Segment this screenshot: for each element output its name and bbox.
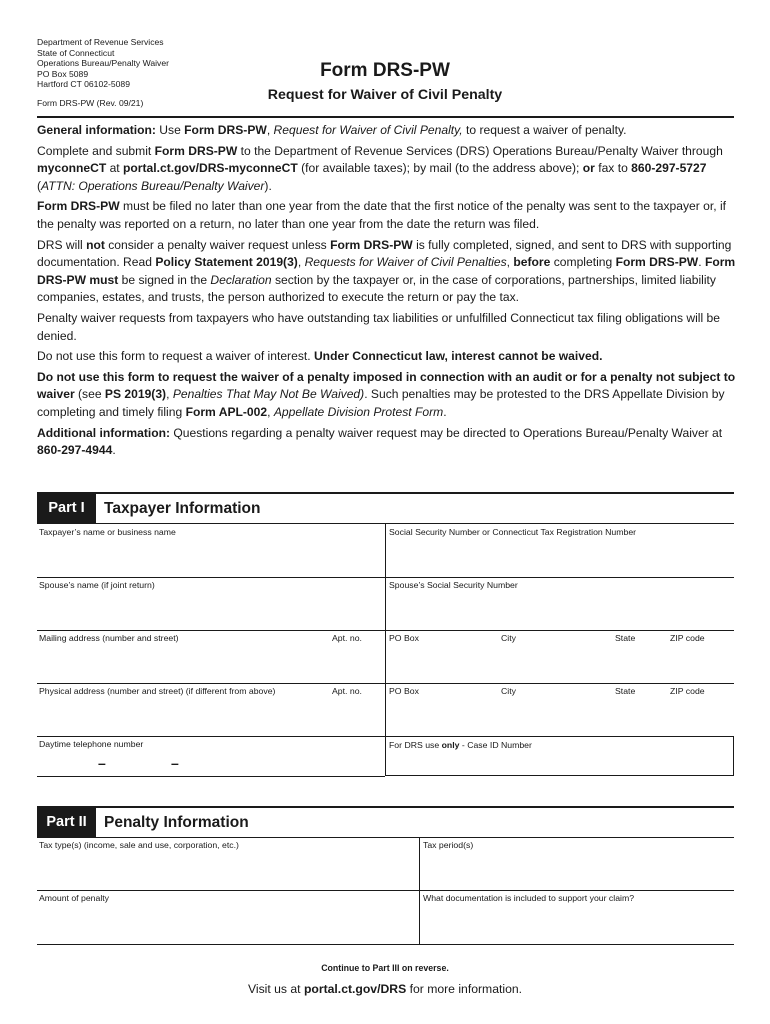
text-run: DRS will — [37, 237, 87, 252]
text-run: . — [698, 255, 705, 270]
instruction-general — [37, 122, 736, 140]
instruction-submit — [37, 143, 736, 196]
physical-pobox-field[interactable]: PO Box — [389, 686, 419, 696]
text-run: Requests for Waiver of Civil Penalties — [304, 255, 507, 270]
text-run: or — [582, 161, 595, 176]
text-run: is fully completed, signed, and sent to DRS with supporting documentation. Read — [37, 237, 732, 270]
instruction-audit — [37, 369, 736, 422]
drs-use-label: For DRS use only - Case ID Number — [389, 740, 532, 750]
phone-separator: – — [98, 755, 106, 771]
instructions — [37, 122, 736, 463]
text-run: (see — [74, 387, 105, 402]
tax-periods-field[interactable]: Tax period(s) — [423, 840, 474, 850]
text-run: Under Connecticut law, interest cannot be waived. — [313, 349, 603, 364]
text-run: 860-297-5727 — [631, 161, 707, 176]
text-run: Form DRS-PW — [37, 199, 120, 214]
text-run: not — [86, 237, 105, 252]
physical-zip-field[interactable]: ZIP code — [670, 686, 705, 696]
text-run: to the Department of Revenue Services (DRS) Operations Bureau/Penalty Waiver through — [237, 143, 723, 158]
part1-header — [37, 492, 734, 524]
address-line: Operations Bureau/Penalty Waiver — [37, 58, 169, 69]
instruction-completeness — [37, 237, 736, 307]
text-run: Do not use this form to request a waiver of interest. — [37, 349, 314, 364]
tax-types-field[interactable]: Tax type(s) (income, sale and use, corporation, etc.) — [39, 840, 239, 850]
text-run: must be filed no later than one year from the date that the first notice of the penalty was sent to the taxpayer or, if the penalty was reported on a return, no later than one year from the date the return was filed. — [37, 199, 727, 231]
physical-apt-field[interactable]: Apt. no. — [332, 686, 362, 696]
row-divider — [37, 890, 734, 891]
text-run: fax to — [594, 161, 632, 176]
spouse-ssn-field[interactable]: Spouse’s Social Security Number — [389, 580, 518, 590]
mailing-zip-field[interactable]: ZIP code — [670, 633, 705, 643]
text-run: Appellate Division Protest Form — [273, 404, 444, 419]
documentation-field[interactable]: What documentation is included to support your claim? — [423, 893, 635, 903]
text-run: ). — [264, 178, 272, 193]
mailing-state-field[interactable]: State — [615, 633, 636, 643]
text-run: Questions regarding a penalty waiver request may be directed to Operations Bureau/Penalty Waiver at — [173, 425, 723, 440]
text-run: ( — [37, 178, 42, 193]
part2-title: Penalty Information — [104, 814, 249, 831]
text-run: Use — [159, 123, 185, 137]
instruction-additional — [37, 425, 736, 460]
text-run: Form DRS-PW — [330, 237, 413, 252]
text-run: Penalty waiver requests from taxpayers who have outstanding tax liabilities or unfulfilled Connecticut tax filing obligations will be denied. — [37, 310, 720, 343]
instruction-outstanding — [37, 310, 736, 345]
text-run: , — [166, 387, 173, 402]
text-run: be signed in the — [118, 272, 211, 287]
part1-tag: Part I — [37, 494, 96, 523]
address-line: Department of Revenue Services — [37, 37, 164, 47]
text-run: Form DRS-PW — [615, 255, 699, 270]
text-run: consider a penalty waiver request unless — [104, 237, 331, 252]
text-run: , — [266, 123, 274, 137]
agency-address — [37, 37, 169, 90]
phone-separator: – — [171, 755, 179, 771]
text-run: completing — [550, 255, 616, 270]
text-run: (for available taxes); by mail (to the address above); — [297, 161, 583, 176]
address-line: State of Connecticut — [37, 47, 115, 58]
text-run: Form DRS-PW must — [37, 255, 736, 287]
text-run: Form DRS-PW — [154, 143, 238, 158]
text-run: , — [506, 255, 514, 270]
text-run: . — [112, 443, 116, 458]
text-run: Additional information: — [37, 425, 174, 440]
penalty-amount-field[interactable]: Amount of penalty — [39, 893, 110, 903]
text-run: Do not use this form to request the waiver of a penalty imposed in connection with an audit or for a penalty not subject to waiver — [37, 369, 736, 402]
address-line: Hartford CT 06102-5089 — [37, 79, 130, 90]
continue-note: Continue to Part III on reverse. — [321, 963, 449, 973]
row-divider — [37, 736, 385, 737]
mailing-address-field[interactable]: Mailing address (number and street) — [39, 633, 179, 643]
physical-city-field[interactable]: City — [501, 686, 516, 696]
text-run: at — [106, 161, 124, 176]
row-divider — [37, 577, 734, 578]
header-rule — [37, 116, 734, 118]
text-run: myconneCT — [37, 161, 107, 176]
text-run: Form APL-002 — [185, 404, 268, 419]
instruction-interest — [37, 348, 736, 366]
row-divider — [37, 944, 734, 945]
visit-note: Visit us at portal.ct.gov/DRS for more information. — [247, 982, 523, 996]
phone-field[interactable]: Daytime telephone number — [39, 739, 144, 749]
text-run: Request for Waiver of Civil Penalty, — [273, 123, 463, 137]
row-divider — [37, 630, 734, 631]
text-run: 860-297-4944 — [37, 443, 113, 458]
portal-link[interactable]: portal.ct.gov/DRS — [303, 982, 407, 996]
form-revision: Form DRS-PW (Rev. 09/21) — [37, 98, 144, 108]
text-run: , — [297, 255, 305, 270]
text-run: portal.ct.gov/DRS-myconneCT — [123, 161, 298, 176]
text-run: ATTN: Operations Bureau/Penalty Waiver — [41, 178, 265, 193]
mailing-apt-field[interactable]: Apt. no. — [332, 633, 362, 643]
part2-tag: Part II — [37, 808, 96, 837]
part2-header — [37, 806, 734, 838]
spouse-name-field[interactable]: Spouse’s name (if joint return) — [39, 580, 155, 590]
form-title: Form DRS-PW — [320, 60, 450, 81]
text-run: to request a waiver of penalty. — [462, 123, 627, 137]
address-line: PO Box 5089 — [37, 68, 89, 79]
mailing-pobox-field[interactable]: PO Box — [389, 633, 419, 643]
text-run: General information: — [37, 123, 160, 137]
form-subtitle: Request for Waiver of Civil Penalty — [267, 87, 503, 103]
text-run: Declaration — [210, 272, 272, 287]
taxpayer-name-field[interactable]: Taxpayer’s name or business name — [39, 527, 176, 537]
instruction-deadline — [37, 198, 736, 233]
text-run: . Such penalties may be protested to the DRS Appellate Division by completing and timely filing — [37, 387, 725, 419]
mailing-city-field[interactable]: City — [501, 633, 516, 643]
text-run: Policy Statement 2019(3) — [155, 255, 298, 270]
text-run: Penalties That May Not Be Waived) — [172, 387, 365, 402]
row-divider — [37, 776, 385, 777]
row-divider — [37, 683, 734, 684]
text-run: PS 2019(3) — [104, 387, 167, 402]
part1-title: Taxpayer Information — [104, 500, 261, 517]
physical-address-field[interactable]: Physical address (number and street) (if different from above) — [39, 686, 276, 696]
text-run: , — [267, 404, 274, 419]
ssn-field[interactable]: Social Security Number or Connecticut Tax Registration Number — [389, 527, 637, 537]
text-run: . — [443, 404, 447, 419]
text-run: Complete and submit — [37, 143, 155, 158]
text-run: before — [513, 255, 551, 270]
physical-state-field[interactable]: State — [615, 686, 636, 696]
text-run: Form DRS-PW — [184, 123, 267, 137]
text-run: section by the taxpayer or, in the case of corporations, partnerships, limited liability companies, estates, and trusts, the person authorized to execute the return or pay the tax. — [37, 272, 716, 305]
